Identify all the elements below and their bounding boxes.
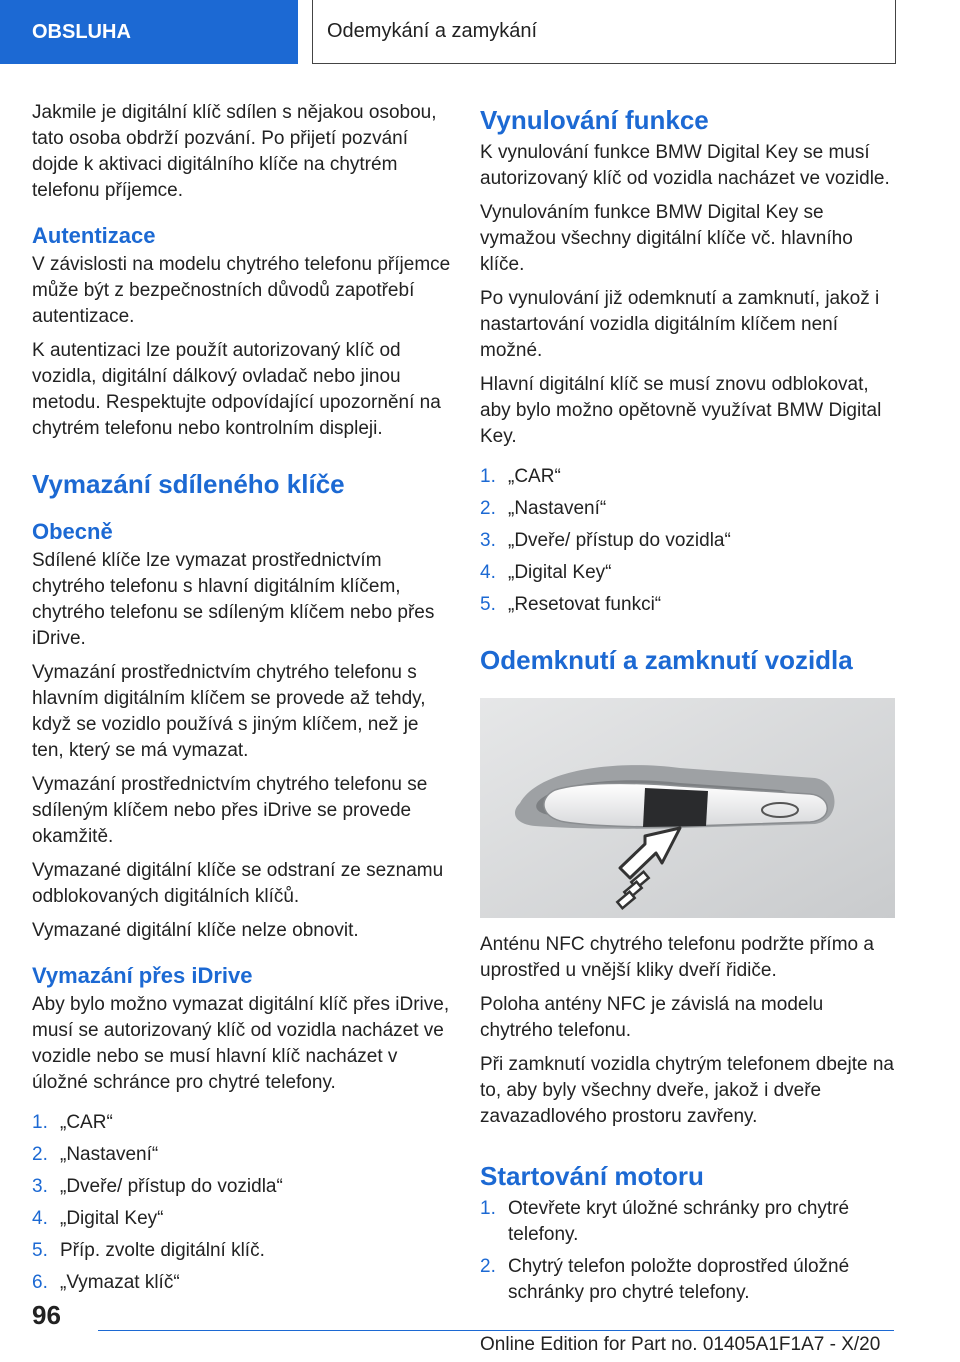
footer-divider [98,1330,894,1331]
reset-paragraph-3: Po vynulování již odemknutí a zamknutí, jakož i nastartování vozidla digitálním klíčem není možné. [480,288,880,361]
edition-text: Online Edition for Part no. 01405A1F1A7 - X/20 [480,1334,881,1355]
step-text: „Nastavení“ [60,1144,159,1165]
unlock-heading: Odemknutí a zamknutí vozidla [480,645,853,675]
door-handle-nfc-icon [480,698,895,918]
obecne-heading: Obecně [32,519,113,544]
list-item [32,1142,452,1168]
step-number: 2. [32,1144,48,1165]
unlock-paragraph-1: Anténu NFC chytrého telefonu podržte přímo a uprostřed u vnější kliky dveří řidiče. [480,934,874,981]
reset-paragraph-4: Hlavní digitální klíč se musí znovu odblokovat, aby bylo možno opětovně využívat BMW Digital Key. [480,374,882,447]
right-column [480,100,900,1314]
step-number: 5. [480,594,496,615]
step-number: 4. [480,562,496,583]
list-item [480,528,900,554]
step-text: „Resetovat funkci“ [508,594,662,615]
list-item [480,496,900,522]
obecne-paragraph-4: Vymazané digitální klíče se odstraní ze seznamu odblokovaných digitálních klíčů. [32,860,444,907]
list-item [32,1174,452,1200]
step-text: Příp. zvolte digitální klíč. [60,1240,265,1261]
obecne-paragraph-1: Sdílené klíče lze vymazat prostřednictvím chytrého telefonu s hlavní digitálním klíčem, chytrého telefonu se sdíleným klíčem nebo přes iDrive. [32,550,435,649]
idrive-heading: Vymazání přes iDrive [32,963,253,988]
step-text: „Digital Key“ [508,562,612,583]
list-item [480,1196,900,1248]
step-number: 2. [480,1256,496,1277]
start-heading: Startování motoru [480,1161,704,1191]
step-number: 3. [32,1176,48,1197]
reset-steps-list [480,464,900,618]
list-item [32,1270,452,1296]
idrive-steps-list [32,1110,452,1296]
obecne-paragraph-3: Vymazání prostřednictvím chytrého telefonu se sdíleným klíčem nebo přes iDrive se provede okamžitě. [32,774,428,847]
step-text: Chytrý telefon položte doprostřed úložné schránky pro chytré telefony. [508,1256,850,1303]
step-text: Otevřete kryt úložné schránky pro chytré telefony. [508,1198,850,1245]
autentizace-heading: Autentizace [32,223,156,248]
step-number: 1. [480,1198,496,1219]
step-number: 6. [32,1272,48,1293]
left-column [32,100,452,1304]
section-tab: OBSLUHA [0,0,298,64]
step-number: 2. [480,498,496,519]
start-steps-list [480,1196,900,1306]
list-item [32,1110,452,1136]
list-item [480,464,900,490]
page-number: 96 [32,1300,61,1330]
step-text: „Digital Key“ [60,1208,164,1229]
step-number: 1. [32,1112,48,1133]
step-number: 5. [32,1240,48,1261]
step-number: 1. [480,466,496,487]
step-number: 4. [32,1208,48,1229]
unlock-paragraph-2: Poloha antény NFC je závislá na modelu chytrého telefonu. [480,994,824,1041]
reset-paragraph-2: Vynulováním funkce BMW Digital Key se vymažou všechny digitální klíče vč. hlavního klíče. [480,202,853,275]
obecne-paragraph-5: Vymazané digitální klíče nelze obnovit. [32,920,359,941]
door-handle-illustration [480,698,895,918]
unlock-paragraph-3: Při zamknutí vozidla chytrým telefonem dbejte na to, aby byly všechny dveře, jakož i dveře zavazadlového prostoru zavřeny. [480,1054,894,1127]
autentizace-paragraph-1: V závislosti na modelu chytrého telefonu příjemce může být z bezpečnostních důvodů zapotřebí autentizace. [32,254,451,327]
idrive-paragraph: Aby bylo možno vymazat digitální klíč přes iDrive, musí se autorizovaný klíč od vozidla nacházet ve vozidle nebo se musí hlavní klíč nacházet v úložné schránce pro chytré telefony. [32,994,450,1093]
step-text: „CAR“ [508,466,561,487]
list-item [32,1238,452,1264]
obecne-paragraph-2: Vymazání prostřednictvím chytrého telefonu s hlavním digitálním klíčem se provede až tehdy, když se vozidlo používá s jiným klíčem, než je ten, který se má vymazat. [32,662,426,761]
reset-paragraph-1: K vynulování funkce BMW Digital Key se musí autorizovaný klíč od vozidla nacházet ve vozidle. [480,142,890,189]
step-text: „Vymazat klíč“ [60,1272,180,1293]
page-header [0,0,960,66]
autentizace-paragraph-2: K autentizaci lze použít autorizovaný klíč od vozidla, digitální dálkový ovladač nebo jinou metodu. Respektujte odpovídající upozornění na chytrém telefonu nebo kontrolním displeji. [32,340,441,439]
list-item [32,1206,452,1232]
reset-heading: Vynulování funkce [480,105,709,135]
page-footer [0,1296,960,1362]
step-text: „Nastavení“ [508,498,607,519]
step-text: „CAR“ [60,1112,113,1133]
vymazani-heading: Vymazání sdíleného klíče [32,469,345,499]
step-number: 3. [480,530,496,551]
list-item [480,560,900,586]
step-text: „Dveře/ přístup do vozidla“ [60,1176,283,1197]
chapter-title: Odemykání a zamykání [312,0,896,64]
step-text: „Dveře/ přístup do vozidla“ [508,530,731,551]
list-item [480,592,900,618]
intro-paragraph: Jakmile je digitální klíč sdílen s nějakou osobou, tato osoba obdrží pozvání. Po přijetí pozvání dojde k aktivaci digitálního klíče na chytrém telefonu příjemce. [32,102,437,201]
